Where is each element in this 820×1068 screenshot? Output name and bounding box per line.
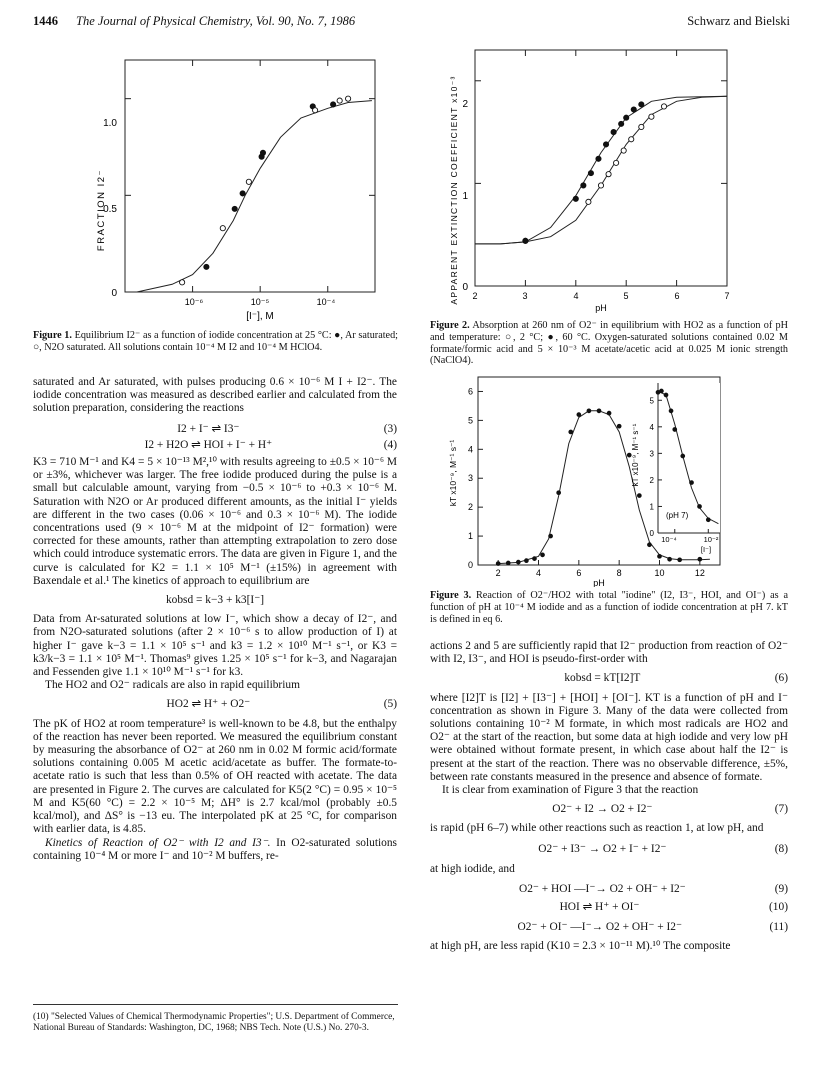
fig2-series0-point-7 <box>639 124 644 129</box>
fig2-xtick-2: 2 <box>472 291 478 301</box>
left-column <box>33 376 397 863</box>
fig3-ytick-labels <box>468 386 473 570</box>
left-para-1: saturated and Ar saturated, with pulses producing 0.6 × 10⁻⁶ M I + I2⁻. The iodide concentration was measured as described earlier and calculated from the solution preparation, considering the reactions <box>33 376 397 415</box>
figure-3-caption-text: Reaction of O2⁻/HO2 with total "iodine" (I2, I3⁻, HOI, and OI⁻) as a function of pH at 10⁻⁴ M iodide and as a function of iodide concentration at pH 7. kT is defined in eq 6. <box>430 590 788 625</box>
fig2-series1-point-0 <box>523 238 528 243</box>
right-para-4: is rapid (pH 6–7) while other reactions such as reaction 1, at low pH, and <box>430 822 764 835</box>
fig2-series0-point-3 <box>606 172 611 177</box>
fig2-xtick-6: 6 <box>674 291 680 301</box>
fig2-xtick-7: 7 <box>724 291 730 301</box>
fig2-series0-point-8 <box>649 114 654 119</box>
fig2-series0-point-2 <box>598 183 603 188</box>
figure-1-chart <box>60 40 400 325</box>
fig3-inset-y-axis-label: kT x10⁻⁹, M⁻¹ s⁻¹ <box>631 423 640 487</box>
equation-kobsd <box>33 594 397 607</box>
fig1-ytick-0: 0 <box>111 288 117 299</box>
equation-11 <box>430 921 788 934</box>
fig2-series0-point-4 <box>614 160 619 165</box>
fig1-n2o-point-4 <box>337 98 342 103</box>
fig3-inset-ytick-4: 4 <box>649 422 654 432</box>
fig3-xtick-6: 6 <box>576 568 582 578</box>
figure-3-caption-label: Figure 3. <box>430 590 472 601</box>
journal-title: The Journal of Physical Chemistry, Vol. 90, No. 7, 1986 <box>76 14 356 28</box>
fig3-point-13 <box>617 424 621 428</box>
fig2-xtick-4: 4 <box>573 291 579 301</box>
fig3-point-12 <box>607 411 611 415</box>
fig1-y-axis-label: FRACTION I2⁻ <box>96 168 107 252</box>
fig3-inset-ytick-0: 0 <box>649 529 654 538</box>
fig3-point-16 <box>648 543 652 547</box>
right-para-5: at high iodide, and <box>430 862 515 875</box>
fig2-series1-point-6 <box>611 129 616 134</box>
equation-10-formula: HOI ⇌ H⁺ + OI⁻ <box>559 901 640 914</box>
fig3-point-15 <box>637 494 641 498</box>
fig2-curve-1 <box>475 96 727 244</box>
equation-6-number: (6) <box>774 672 788 685</box>
fig1-fit-curve <box>137 101 372 292</box>
fig3-inset-point-7 <box>698 505 702 509</box>
equation-5 <box>33 698 397 711</box>
fig3-xtick-4: 4 <box>535 568 542 578</box>
fig1-ytick-05: 0.5 <box>103 204 117 215</box>
page-number: 1446 <box>33 14 58 28</box>
fig1-frame <box>125 60 375 292</box>
fig3-inset-point-1 <box>660 389 664 393</box>
fig3-ytick-4: 4 <box>467 444 473 455</box>
equation-10 <box>430 901 788 914</box>
fig3-ytick-3: 3 <box>467 473 473 484</box>
figure-2-caption-text: Absorption at 260 nm of O2⁻ in equilibrium with HO2 as a function of pH and temperature: ○, 2 °C; ●, 60 °C. Oxygen-saturated solutions contained 0.02 M formate/formic acid and 5 × 10⁻³ M acetate/acetic acid at 0.025 M ionic strength (NaClO4). <box>430 320 788 367</box>
fig3-xtick-2: 2 <box>495 568 501 578</box>
fig3-point-9 <box>577 413 581 417</box>
equation-3-number: (3) <box>383 422 397 435</box>
fig2-series1-point-8 <box>624 115 629 120</box>
fig3-point-17 <box>658 554 662 558</box>
fig2-series1-point-10 <box>639 102 644 107</box>
equation-9 <box>430 883 788 896</box>
fig3-inset-point-5 <box>681 454 685 458</box>
fig3-point-4 <box>533 557 537 561</box>
equation-5-formula: HO2 ⇌ H⁺ + O2⁻ <box>166 698 251 711</box>
fig3-ytick-1: 1 <box>467 531 473 542</box>
fig3-xtick-8: 8 <box>616 568 622 578</box>
fig3-point-3 <box>525 559 529 563</box>
fig1-n2o-point-0 <box>180 280 185 285</box>
equation-9-number: (9) <box>774 883 788 896</box>
fig3-ytick-6: 6 <box>467 386 473 397</box>
figure-2-caption-label: Figure 2. <box>430 320 470 331</box>
running-authors: Schwarz and Bielski <box>687 14 790 28</box>
equation-6-formula: kobsd = kT[I2]T <box>564 672 641 685</box>
figure-2-chart <box>430 40 800 315</box>
figure-3-caption <box>430 590 788 625</box>
fig2-ytick-0: 0 <box>462 282 468 293</box>
fig2-series0-point-5 <box>621 148 626 153</box>
left-para-6: In O2-saturated solutions containing 10⁻⁴ M or more I⁻ and 10⁻² M buffers, re- <box>33 836 397 862</box>
fig3-xtick-10: 10 <box>654 568 665 578</box>
fig3-point-11 <box>597 409 601 413</box>
equation-5-number: (5) <box>383 698 397 711</box>
fig3-inset-point-6 <box>690 481 694 485</box>
equation-11-formula: O2⁻ + OI⁻ —I⁻→ O2 + OH⁻ + I2⁻ <box>517 921 682 934</box>
fig3-point-18 <box>668 557 672 561</box>
fig1-ar-point-6 <box>331 102 336 107</box>
equation-8 <box>430 843 788 856</box>
equation-6 <box>430 672 788 685</box>
fig3-point-5 <box>541 553 545 557</box>
fig3-point-8 <box>569 430 573 434</box>
fig1-ytick-1: 1.0 <box>103 118 117 129</box>
fig2-series1-point-2 <box>581 183 586 188</box>
figure-3-chart <box>440 365 740 587</box>
right-para-2: where [I2]T is [I2] + [I3⁻] + [HOI] + [OI⁻]. KT is a function of pH and I⁻ concentration as shown in Figure 3. Many of the data were collected from solutions containing 10⁻² M formate, in which most radicals are HO2 and O2⁻ at the start of the reaction, but some data at high iodide and very low pH were obtained without formate present, in which case about half the I2⁻ is present at the start of the reaction. There was no observable difference, ±5%, between rate constants measured in the presence and absence of formate. <box>430 691 788 783</box>
fig3-ytick-0: 0 <box>467 560 473 570</box>
fig3-point-10 <box>587 409 591 413</box>
fig2-curve-0 <box>475 96 727 244</box>
equation-3-formula: I2 + I⁻ ⇌ I3⁻ <box>177 422 240 435</box>
fig3-point-20 <box>698 557 702 561</box>
fig3-ytick-2: 2 <box>467 502 473 513</box>
fig2-fit-curves <box>475 96 727 244</box>
fig3-inset-note: (pH 7) <box>666 511 689 520</box>
fig2-series1-point-4 <box>596 156 601 161</box>
equation-7-number: (7) <box>774 803 788 816</box>
left-para-6-title: Kinetics of Reaction of O2⁻ with I2 and I3⁻. <box>45 836 271 849</box>
fig2-ticks <box>475 50 727 286</box>
fig3-inset-ytick-1: 1 <box>649 502 654 512</box>
fig2-frame <box>475 50 727 286</box>
equation-11-number: (11) <box>769 921 788 934</box>
fig3-xtick-12: 12 <box>694 568 705 578</box>
fig3-inset-point-2 <box>664 393 668 397</box>
fig2-xtick-3: 3 <box>522 291 528 301</box>
fig2-series0-point-9 <box>661 104 666 109</box>
fig2-series1-point-9 <box>631 107 636 112</box>
fig1-x-axis-label: [I⁻], M <box>246 311 274 322</box>
fig2-ytick-2: 2 <box>462 99 468 110</box>
equation-4-number: (4) <box>383 438 397 451</box>
equation-4-formula: I2 + H2O ⇌ HOI + I⁻ + H⁺ <box>144 438 273 451</box>
left-para-5: The pK of HO2 at room temperature³ is well-known to be 4.8, but the enthalpy of the reaction has never been reported. We measured the equilibrium constant by measuring the absorbance of O2⁻ at 260 nm in 0.02 M formic acid/formate solutions containing 0.005 M acetic acid/acetate as buffer. The formate-to-acetate ratio is such that less than 0.5% of OH reacted with acetate. The data are presented in Figure 2. The curves are calculated for K5(2 °C) = 0.95 × 10⁻⁵ M and K5(60 °C) = 2.2 × 10⁻⁵ M; ΔH° is 2.7 kcal/mol (probably ±0.5 kcal/mol), and ΔS° is −13 eu. The interpolated pK at 25 °C, for comparison with earlier data, is 4.85. <box>33 717 397 836</box>
figure-2-caption <box>430 320 788 367</box>
fig1-xtick-1e-5: 10⁻⁵ <box>250 297 270 307</box>
left-para-3: Data from Ar-saturated solutions at low I⁻, which show a decay of I2⁻, and from N2O-saturated solutions (after 2 × 10⁻⁶ s to allow production of I) at higher I⁻ gave k−3 = 1.1 × 10⁵ s⁻¹ and k3 = 1.2 × 10¹⁰ M⁻¹ s⁻¹, or K3 = k3/k−3 = 1.1 × 10⁵ M⁻¹. Thomas⁹ gives 1.25 × 10⁵ s⁻¹ for k−3, and Nagarajan and Fessenden give 1.1 × 10¹⁰ M⁻¹ s⁻¹ for k3. <box>33 613 397 679</box>
fig3-y-axis-label: kT x10⁻⁹, M⁻¹ s⁻¹ <box>448 439 458 507</box>
fig1-xtick-1e-6: 10⁻⁶ <box>184 297 204 307</box>
right-para-3: It is clear from examination of Figure 3 that the reaction <box>442 784 699 797</box>
right-para-1: actions 2 and 5 are sufficiently rapid that I2⁻ production from reaction of O2⁻ with I2, I3⁻, and HOI is pseudo-first-order with <box>430 640 788 666</box>
fig3-inset-xtick-1e-4: 10⁻⁴ <box>661 535 677 544</box>
fig2-series1-point-7 <box>619 121 624 126</box>
fig2-series1-point-1 <box>573 196 578 201</box>
fig2-y-axis-label: APPARENT EXTINCTION COEFFICIENT x10⁻³ <box>449 75 459 305</box>
fig1-data-points <box>180 96 351 285</box>
footnote-10: (10) "Selected Values of Chemical Thermodynamic Properties"; U.S. Department of Commerce, National Bureau of Standards: Washington, DC, 1968; NBS Tech. Note (U.S.) No. 270-3. <box>33 1012 395 1033</box>
equation-8-formula: O2⁻ + I3⁻ → O2 + I⁻ + I2⁻ <box>538 842 667 855</box>
figure-1-caption-label: Figure 1. <box>33 330 72 341</box>
equation-3 <box>33 423 397 436</box>
fig2-series1-point-3 <box>588 171 593 176</box>
fig1-ar-point-4 <box>260 150 265 155</box>
fig3-point-1 <box>506 561 510 565</box>
equation-9-formula: O2⁻ + HOI —I⁻→ O2 + OH⁻ + I2⁻ <box>518 883 686 896</box>
fig3-x-axis-label: pH <box>593 578 605 587</box>
equation-7-formula: O2⁻ + I2 → O2 + I2⁻ <box>552 803 653 816</box>
fig3-point-0 <box>496 562 500 566</box>
fig1-n2o-point-2 <box>246 179 251 184</box>
fig1-n2o-point-1 <box>220 226 225 231</box>
right-para-6: at high pH, are less rapid (K10 = 2.3 × 10⁻¹¹ M).¹⁰ The composite <box>430 939 731 952</box>
fig3-inset-point-8 <box>706 518 710 522</box>
fig1-xtick-1e-4: 10⁻⁴ <box>316 297 336 307</box>
fig3-inset-x-axis-label: [I⁻] <box>700 545 712 554</box>
fig3-inset-point-3 <box>669 409 673 413</box>
fig3-inset-ytick-2: 2 <box>649 475 654 485</box>
fig3-inset-ytick-3: 3 <box>649 449 654 459</box>
fig1-ar-point-1 <box>232 206 237 211</box>
fig3-xtick-labels <box>496 568 705 578</box>
fig2-series0-point-1 <box>586 199 591 204</box>
fig3-point-7 <box>557 491 561 495</box>
equation-7 <box>430 803 788 816</box>
fig2-data-points <box>523 102 667 244</box>
fig3-point-2 <box>516 560 520 564</box>
footnote-rule <box>33 1004 398 1005</box>
fig1-ticks <box>125 60 375 292</box>
figure-1-caption-text: Equilibrium I2⁻ as a function of iodide concentration at 25 °C: ●, Ar saturated; ○, N2O saturated. All solutions contain 10⁻⁴ M I2 and 10⁻⁴ M HClO4. <box>33 330 398 353</box>
equation-8-number: (8) <box>774 842 788 855</box>
fig2-series0-point-6 <box>629 137 634 142</box>
left-para-4: The HO2 and O2⁻ radicals are also in rapid equilibrium <box>45 679 300 692</box>
fig3-inset-xtick-1e-2: 10⁻² <box>703 535 719 544</box>
fig2-x-axis-label: pH <box>595 303 607 313</box>
fig2-series1-point-5 <box>603 142 608 147</box>
fig1-n2o-point-5 <box>346 96 351 101</box>
figure-1-caption <box>33 330 398 354</box>
fig3-point-6 <box>549 534 553 538</box>
equation-4 <box>33 439 397 452</box>
right-column <box>430 640 788 953</box>
fig3-ytick-5: 5 <box>467 415 473 426</box>
fig1-ar-point-0 <box>204 264 209 269</box>
fig1-ar-point-2 <box>240 191 245 196</box>
equation-kobsd-formula: kobsd = k−3 + k3[I⁻] <box>165 594 265 607</box>
fig2-ytick-1: 1 <box>462 191 468 202</box>
fig3-inset-point-4 <box>673 428 677 432</box>
equation-10-number: (10) <box>769 901 788 914</box>
fig3-point-19 <box>678 558 682 562</box>
fig3-inset-ytick-5: 5 <box>649 396 654 406</box>
left-para-2: K3 = 710 M⁻¹ and K4 = 5 × 10⁻¹³ M²,¹⁰ with results agreeing to ±0.5 × 10⁻⁶ M or ±3%, whichever was larger. The free iodide produced during the pulse is a small but calculable amount, varying from −0.5 × 10⁻⁶ to +0.3 × 10⁻⁶ M. Saturation with N2O or Ar produced different amounts, as the initial I⁻ yields are different in the two cases (0.06 × 10⁻⁶ and 0.3 × 10⁻⁶ M). The iodide concentrations used (9 × 10⁻⁶ M at the midpoint of I2⁻ formation) were corrected for these amounts, rather than attempting extrapolation to zero dose which could introduce systematic errors. The data are given in Figure 1, and the curve is calculated for K2 = 1.1 × 10⁵ M⁻¹ (±15%) in agreement with Baxendale et al.¹ The kinetics of approach to equilibrium are <box>33 456 397 587</box>
fig1-n2o-point-3 <box>313 108 318 113</box>
fig3-inset-ytick-labels <box>650 396 655 538</box>
fig2-xtick-5: 5 <box>623 291 629 301</box>
